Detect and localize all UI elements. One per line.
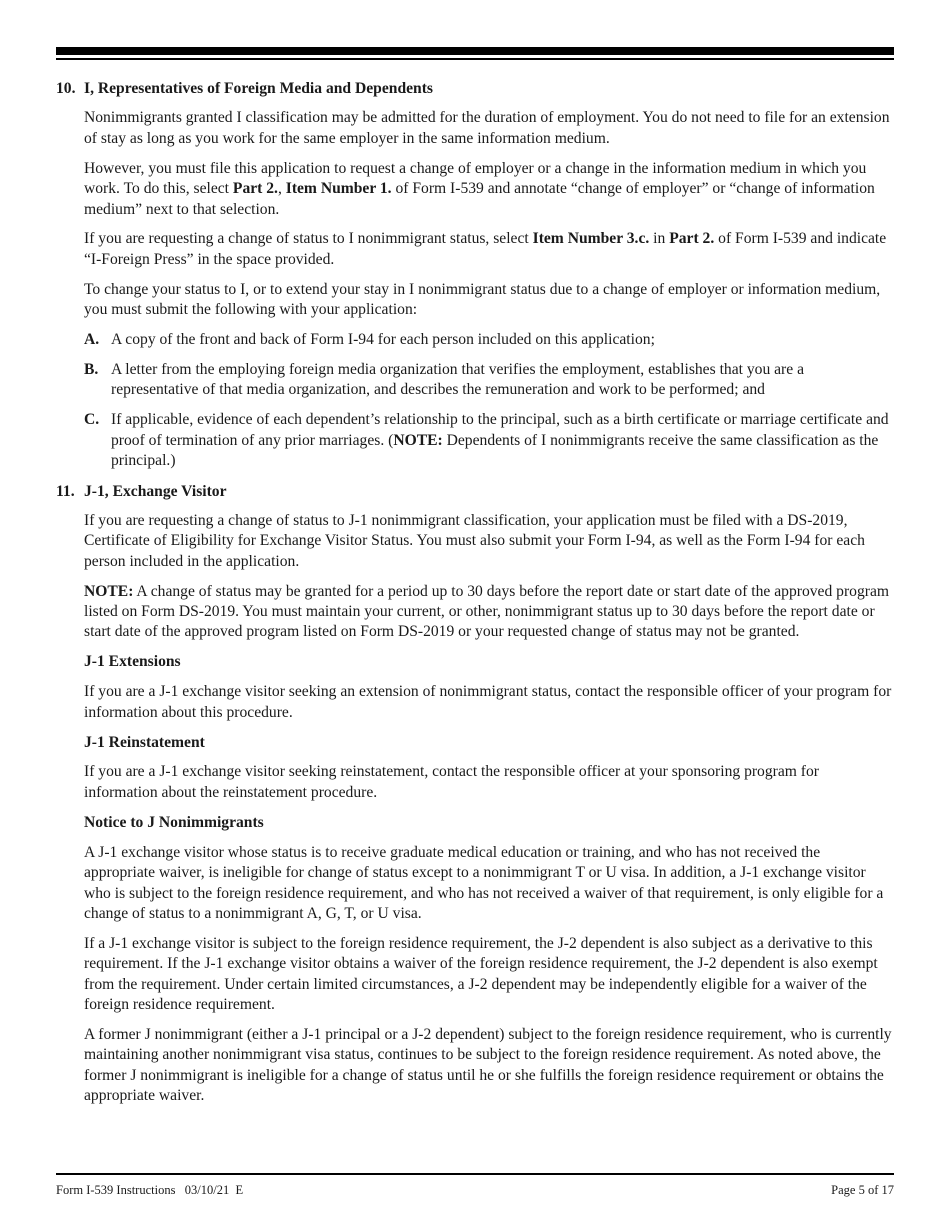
- section-10-paragraph-1: Nonimmigrants granted I classification may be admitted for the duration of employment. You do not need to file for an extension of stay as long as you work for the same employer in the same information medium.: [84, 109, 890, 147]
- section-10-paragraph-2: However, you must file this application to request a change of employer or a change in the information medium in which you work. To do this, select Part 2., Item Number 1. of Form I-539 and annotate “change of employer” or “change of information medium” next to that selection.: [84, 159, 875, 218]
- list-text: A copy of the front and back of Form I-94 for each person included on this application;: [111, 331, 655, 349]
- footer-page-number: Page 5 of 17: [831, 1183, 894, 1197]
- list-letter: C.: [84, 411, 100, 429]
- j1-extensions-text: If you are a J-1 exchange visitor seeking an extension of nonimmigrant status, contact the responsible officer of your program for information about this procedure.: [84, 683, 892, 721]
- section-title: I, Representatives of Foreign Media and Dependents: [84, 80, 433, 97]
- notice-heading: Notice to J Nonimmigrants: [84, 813, 264, 831]
- list-text: A letter from the employing foreign media organization that verifies the employment, establishes that you are a representative of that media organization, and describes the remuneration and work to be performed; and: [111, 360, 804, 399]
- header-rule-thick: [56, 47, 894, 55]
- section-10-paragraph-4: To change your status to I, or to extend your stay in I nonimmigrant status due to a change of employer or information medium, you must submit the following with your application:: [84, 280, 881, 319]
- notice-paragraph-1: A J-1 exchange visitor whose status is to receive graduate medical education or training, and who has not received the appropriate waiver, is ineligible for change of status except to a nonimmigrant T or U visa. In addition, a J-1 exchange visitor who is subject to the foreign residence requirement, and who has not received a waiver of that requirement, is only eligible for a change of status to a nonimmigrant A, G, T, or U visa.: [84, 843, 884, 922]
- list-item-c: [84, 410, 894, 471]
- header-rule-thin: [56, 58, 894, 60]
- j1-reinstatement-text: If you are a J-1 exchange visitor seeking reinstatement, contact the responsible officer at your sponsoring program for information about the reinstatement procedure.: [84, 763, 819, 801]
- section-10-paragraph-3: If you are requesting a change of status to I nonimmigrant status, select Item Number 3.c. in Part 2. of Form I-539 and indicate “I-Foreign Press” in the space provided.: [84, 230, 887, 268]
- section-11-paragraph-1: If you are requesting a change of status to J-1 nonimmigrant classification, your application must be filed with a DS-2019, Certificate of Eligibility for Exchange Visitor Status. You must also submit your Form I-94, as well as the Form I-94 for each person included in the application.: [84, 511, 865, 570]
- list-letter: B.: [84, 360, 99, 378]
- footer-rule: [56, 1173, 894, 1175]
- section-number: 10.: [56, 80, 76, 97]
- section-number: 11.: [56, 482, 75, 500]
- list-text: If applicable, evidence of each dependent’s relationship to the principal, such as a birth certificate or marriage certificate and proof of termination of any prior marriages. (NOTE: Dependents of I nonimmigrants receive the same classification as the principal.): [111, 411, 889, 470]
- list-item-b: [84, 360, 894, 401]
- list-letter: A.: [84, 331, 100, 349]
- page-content: [56, 79, 894, 1116]
- footer-form-id: Form I-539 Instructions 03/10/21 E: [56, 1183, 244, 1197]
- list-item-a: [84, 330, 894, 350]
- j1-extensions-heading: J-1 Extensions: [84, 653, 181, 671]
- notice-paragraph-3: A former J nonimmigrant (either a J-1 principal or a J-2 dependent) subject to the foreign residence requirement, who is currently maintaining another nonimmigrant visa status, continues to be subject to the foreign residence requirement. As noted above, the former J nonimmigrant is ineligible for a change of status until he or she fulfills the foreign residence requirement or obtains the appropriate waiver.: [84, 1025, 892, 1105]
- section-title: J-1, Exchange Visitor: [84, 482, 227, 500]
- section-11-note: NOTE: A change of status may be granted for a period up to 30 days before the report date or start date of the approved program listed on Form DS-2019. You must maintain your current, or other, nonimmigrant status up to 30 days before the report date or start date of the approved program listed on Form DS-2019 or your requested change of status may not be granted.: [84, 582, 889, 641]
- j1-reinstatement-heading: J-1 Reinstatement: [84, 733, 205, 751]
- section-11-heading: [56, 482, 894, 502]
- notice-paragraph-2: If a J-1 exchange visitor is subject to the foreign residence requirement, the J-2 dependent is also subject as a derivative to this requirement. If the J-1 exchange visitor obtains a waiver of the foreign residence requirement, the J-2 dependent is also exempt from the requirement. Under certain limited circumstances, a J-2 dependent may be independently eligible for a waiver of the foreign residence requirement.: [84, 934, 878, 1014]
- section-10-heading: [56, 79, 894, 99]
